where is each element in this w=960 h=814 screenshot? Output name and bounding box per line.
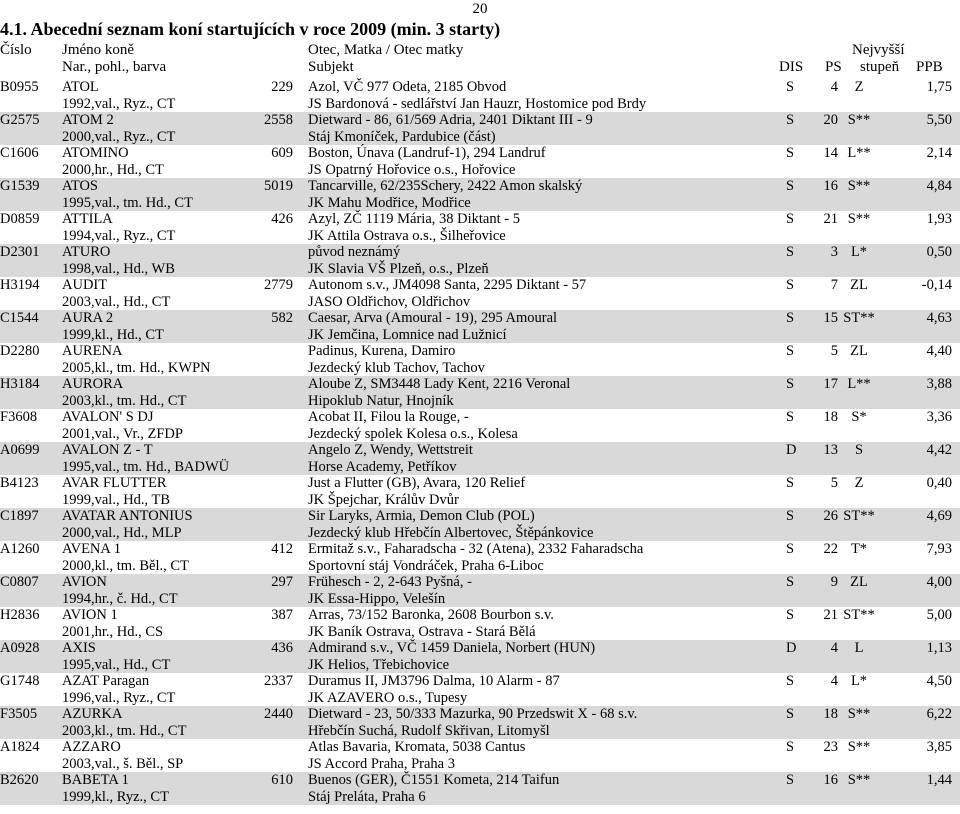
registry-number: 387 — [271, 607, 293, 623]
horse-id: H2836 — [0, 607, 40, 623]
dis-value: S — [786, 310, 795, 326]
max-level: ST** — [843, 508, 875, 524]
pedigree: Padinus, Kurena, Damiro — [308, 343, 456, 359]
horse-id: A0928 — [0, 640, 40, 656]
birth-info: 2000,val., Hd., MLP — [62, 524, 182, 541]
ppb-value: 5,50 — [926, 112, 952, 128]
ps-value: 17 — [823, 376, 838, 392]
table-row — [0, 574, 960, 607]
dis-value: S — [786, 739, 795, 755]
ps-value: 7 — [830, 277, 838, 293]
dis-value: S — [786, 409, 795, 425]
ppb-value: 3,85 — [926, 739, 952, 755]
horse-id: B4123 — [0, 475, 39, 491]
horse-id: C1544 — [0, 310, 39, 326]
table-row — [0, 673, 960, 706]
registry-number: 412 — [271, 541, 293, 557]
ps-value: 5 — [830, 343, 838, 359]
ps-value: 13 — [823, 442, 838, 458]
dis-value: S — [786, 211, 795, 227]
table-row — [0, 145, 960, 178]
horse-id: B0955 — [0, 79, 39, 95]
pedigree: Angelo Z, Wendy, Wettstreit — [308, 442, 473, 458]
ppb-value: 0,40 — [926, 475, 952, 491]
dis-value: S — [786, 574, 795, 590]
horse-id: H3194 — [0, 277, 40, 293]
header-cislo: Číslo — [0, 42, 32, 58]
horse-name: AVALON' S DJ — [62, 409, 154, 425]
pedigree: Just a Flutter (GB), Avara, 120 Relief — [308, 475, 526, 491]
max-level: S** — [847, 772, 871, 788]
max-level: L* — [850, 244, 868, 260]
birth-info: 1992,val., Ryz., CT — [62, 95, 176, 112]
owner-subject: JASO Oldřichov, Oldřichov — [308, 293, 471, 310]
owner-subject: JS Accord Praha, Praha 3 — [308, 755, 455, 772]
pedigree: Atlas Bavaria, Kromata, 5038 Cantus — [308, 739, 526, 755]
ps-value: 4 — [830, 673, 838, 689]
horse-id: C1606 — [0, 145, 39, 161]
horse-id: B2620 — [0, 772, 39, 788]
table-row — [0, 475, 960, 508]
birth-info: 1994,hr., č. Hd., CT — [62, 590, 178, 607]
ppb-value: 1,75 — [926, 79, 952, 95]
horse-name: ATOS — [62, 178, 98, 194]
birth-info: 1999,kl., Ryz., CT — [62, 788, 169, 805]
owner-subject: JK Essa-Hippo, Velešín — [308, 590, 446, 607]
ppb-value: 3,36 — [926, 409, 952, 425]
table-row — [0, 244, 960, 277]
horse-name: ATOM 2 — [62, 112, 114, 128]
ps-value: 16 — [823, 178, 838, 194]
ps-value: 18 — [823, 409, 838, 425]
header-subjekt: Subjekt — [308, 59, 354, 75]
owner-subject: JS Bardonová - sedlářství Jan Hauzr, Hostomice pod Brdy — [308, 95, 647, 112]
birth-info: 2001,hr., Hd., CS — [62, 623, 164, 640]
horse-name: ATTILA — [62, 211, 113, 227]
dis-value: S — [786, 112, 795, 128]
pedigree: Tancarville, 62/235Schery, 2422 Amon skalský — [308, 178, 583, 194]
table-row — [0, 541, 960, 574]
table-row — [0, 310, 960, 343]
table-row — [0, 508, 960, 541]
max-level: ST** — [843, 607, 875, 623]
horse-name: AZZARO — [62, 739, 121, 755]
pedigree: Dietward - 86, 61/569 Adria, 2401 Diktant III - 9 — [308, 112, 593, 128]
birth-info: 2000,hr., Hd., CT — [62, 161, 164, 178]
horse-name: AZAT Paragan — [62, 673, 150, 689]
horse-name: AVENA 1 — [62, 541, 121, 557]
horse-id: H3184 — [0, 376, 40, 392]
dis-value: S — [786, 673, 795, 689]
registry-number: 297 — [271, 574, 293, 590]
ppb-value: 4,69 — [926, 508, 952, 524]
owner-subject: JK Helios, Třebichovice — [308, 656, 450, 673]
pedigree: Dietward - 23, 50/333 Mazurka, 90 Przedswit X - 68 s.v. — [308, 706, 638, 722]
birth-info: 2000,val., Ryz., CT — [62, 128, 176, 145]
max-level: S** — [847, 706, 871, 722]
pedigree: Frühesch - 2, 2-643 Pyšná, - — [308, 574, 472, 590]
dis-value: S — [786, 343, 795, 359]
pedigree: Boston, Únava (Landruf-1), 294 Landruf — [308, 145, 546, 161]
owner-subject: JK Jemčina, Lomnice nad Lužnicí — [308, 326, 507, 343]
owner-subject: Stáj Preláta, Praha 6 — [308, 788, 426, 805]
header-dis: DIS — [779, 59, 804, 75]
table-row — [0, 178, 960, 211]
header-otec: Otec, Matka / Otec matky — [308, 42, 464, 58]
horse-name: AUDIT — [62, 277, 108, 293]
owner-subject: Stáj Kmoníček, Pardubice (část) — [308, 128, 496, 145]
table-row — [0, 409, 960, 442]
max-level: L — [854, 640, 864, 656]
dis-value: S — [786, 541, 795, 557]
max-level: S** — [847, 211, 871, 227]
ppb-value: 4,84 — [926, 178, 952, 194]
dis-value: S — [786, 607, 795, 623]
max-level: S — [854, 442, 864, 458]
header-ps: PS — [825, 59, 842, 75]
dis-value: S — [786, 244, 795, 260]
horse-id: C1897 — [0, 508, 39, 524]
ppb-value: 7,93 — [926, 541, 952, 557]
ps-value: 23 — [823, 739, 838, 755]
horse-name: BABETA 1 — [62, 772, 129, 788]
owner-subject: JK Baník Ostrava, Ostrava - Stará Bělá — [308, 623, 536, 640]
birth-info: 1998,val., Hd., WB — [62, 260, 175, 277]
ppb-value: -0,14 — [921, 277, 952, 293]
owner-subject: JK Attila Ostrava o.s., Šilheřovice — [308, 227, 506, 244]
header-ppb: PPB — [916, 59, 943, 75]
birth-info: 1995,val., Hd., CT — [62, 656, 171, 673]
horse-name: AVION 1 — [62, 607, 118, 623]
horse-id: D0859 — [0, 211, 40, 227]
registry-number: 582 — [271, 310, 293, 326]
table-row — [0, 739, 960, 772]
table-header — [0, 42, 960, 78]
pedigree: Caesar, Arva (Amoural - 19), 295 Amoural — [308, 310, 558, 326]
ppb-value: 3,88 — [926, 376, 952, 392]
horse-name: ATOMINO — [62, 145, 129, 161]
birth-info: 1999,kl., Hd., CT — [62, 326, 164, 343]
ppb-value: 2,14 — [926, 145, 952, 161]
ppb-value: 6,22 — [926, 706, 952, 722]
max-level: T* — [850, 541, 868, 557]
pedigree: Admirand s.v., VČ 1459 Daniela, Norbert (HUN) — [308, 640, 596, 656]
ps-value: 16 — [823, 772, 838, 788]
max-level: L** — [847, 145, 871, 161]
table-row — [0, 607, 960, 640]
max-level: S** — [847, 739, 871, 755]
ps-value: 9 — [830, 574, 838, 590]
max-level: S** — [847, 112, 871, 128]
section-title: 4.1. Abecední seznam koní startujících v roce 2009 (min. 3 starty) — [0, 19, 501, 39]
dis-value: S — [786, 706, 795, 722]
max-level: S* — [851, 409, 867, 425]
ppb-value: 0,50 — [926, 244, 952, 260]
horse-name: AURA 2 — [62, 310, 114, 326]
dis-value: S — [786, 145, 795, 161]
ppb-value: 1,44 — [926, 772, 952, 788]
owner-subject: JK AZAVERO o.s., Tupesy — [308, 689, 468, 706]
birth-info: 2003,kl., tm. Hd., CT — [62, 722, 187, 739]
ps-value: 18 — [823, 706, 838, 722]
registry-number: 2779 — [264, 277, 293, 293]
table-row — [0, 376, 960, 409]
birth-info: 2000,kl., tm. Běl., CT — [62, 557, 189, 574]
pedigree: Azyl, ZČ 1119 Mária, 38 Diktant - 5 — [308, 211, 520, 227]
table-row — [0, 640, 960, 673]
max-level: Z — [854, 79, 864, 95]
registry-number: 436 — [271, 640, 293, 656]
horse-id: G2575 — [0, 112, 40, 128]
dis-value: S — [786, 79, 795, 95]
birth-info: 2005,kl., tm. Hd., KWPN — [62, 359, 211, 376]
dis-value: S — [786, 772, 795, 788]
ps-value: 22 — [823, 541, 838, 557]
dis-value: S — [786, 376, 795, 392]
ps-value: 15 — [823, 310, 838, 326]
pedigree: Autonom s.v., JM4098 Santa, 2295 Diktant - 57 — [308, 277, 587, 293]
pedigree: Sir Laryks, Armia, Demon Club (POL) — [308, 508, 535, 524]
birth-info: 2003,val., Hd., CT — [62, 293, 171, 310]
ppb-value: 5,00 — [926, 607, 952, 623]
horse-name: AVAR FLUTTER — [62, 475, 167, 491]
birth-info: 1995,val., tm. Hd., BADWÜ — [62, 458, 230, 475]
horse-id: G1748 — [0, 673, 40, 689]
pedigree: Arras, 73/152 Baronka, 2608 Bourbon s.v. — [308, 607, 554, 623]
header-stupen: stupeň — [860, 59, 900, 75]
birth-info: 2003,val., š. Běl., SP — [62, 755, 184, 772]
max-level: ZL — [850, 343, 868, 359]
dis-value: S — [786, 178, 795, 194]
registry-number: 2440 — [264, 706, 293, 722]
owner-subject: Hřebčín Suchá, Rudolf Skřivan, Litomyšl — [308, 722, 550, 739]
ppb-value: 1,93 — [926, 211, 952, 227]
max-level: S** — [847, 178, 871, 194]
owner-subject: JK Slavia VŠ Plzeň, o.s., Plzeň — [308, 260, 489, 277]
registry-number: 2337 — [264, 673, 293, 689]
pedigree: Duramus II, JM3796 Dalma, 10 Alarm - 87 — [308, 673, 560, 689]
horse-name: AVATAR ANTONIUS — [62, 508, 193, 524]
header-jmeno: Jméno koně — [62, 42, 135, 58]
horse-name: ATURO — [62, 244, 111, 260]
birth-info: 1996,val., Ryz., CT — [62, 689, 176, 706]
dis-value: D — [786, 442, 797, 458]
ppb-value: 4,63 — [926, 310, 952, 326]
horse-id: G1539 — [0, 178, 40, 194]
pedigree: Acobat II, Filou la Rouge, - — [308, 409, 469, 425]
page-number: 20 — [472, 1, 488, 17]
registry-number: 609 — [271, 145, 293, 161]
registry-number: 5019 — [264, 178, 293, 194]
header-nar: Nar., pohl., barva — [62, 59, 167, 75]
ps-value: 5 — [830, 475, 838, 491]
registry-number: 426 — [271, 211, 293, 227]
birth-info: 2003,kl., tm. Hd., CT — [62, 392, 187, 409]
registry-number: 610 — [271, 772, 293, 788]
max-level: ST** — [843, 310, 875, 326]
horse-id: A0699 — [0, 442, 40, 458]
owner-subject: Jezdecký klub Hřebčín Albertovec, Štěpánkovice — [308, 524, 594, 541]
table-row — [0, 79, 960, 112]
owner-subject: Hipoklub Natur, Hnojník — [308, 392, 454, 409]
owner-subject: Jezdecký spolek Kolesa o.s., Kolesa — [308, 425, 518, 442]
horse-name: AURORA — [62, 376, 124, 392]
horse-id: D2301 — [0, 244, 40, 260]
owner-subject: Horse Academy, Petříkov — [308, 458, 457, 475]
ps-value: 14 — [823, 145, 838, 161]
ppb-value: 4,00 — [926, 574, 952, 590]
table-row — [0, 277, 960, 310]
max-level: L* — [850, 673, 868, 689]
horse-name: AURENA — [62, 343, 123, 359]
ps-value: 3 — [830, 244, 838, 260]
table-row — [0, 442, 960, 475]
ps-value: 21 — [823, 211, 838, 227]
pedigree: Azol, VČ 977 Odeta, 2185 Obvod — [308, 79, 507, 95]
horse-name: AXIS — [62, 640, 96, 656]
ps-value: 20 — [823, 112, 838, 128]
max-level: ZL — [850, 574, 868, 590]
max-level: Z — [854, 475, 864, 491]
horse-name: AVION — [62, 574, 107, 590]
horse-table — [0, 79, 960, 805]
horse-name: AVALON Z - T — [62, 442, 153, 458]
ps-value: 21 — [823, 607, 838, 623]
dis-value: S — [786, 277, 795, 293]
registry-number: 229 — [271, 79, 293, 95]
ps-value: 4 — [830, 640, 838, 656]
max-level: ZL — [850, 277, 868, 293]
birth-info: 1999,val., Hd., TB — [62, 491, 171, 508]
dis-value: S — [786, 475, 795, 491]
registry-number: 2558 — [264, 112, 293, 128]
table-row — [0, 112, 960, 145]
horse-id: D2280 — [0, 343, 40, 359]
table-row — [0, 706, 960, 739]
ps-value: 26 — [823, 508, 838, 524]
horse-id: A1824 — [0, 739, 40, 755]
owner-subject: JK Špejchar, Králův Dvůr — [308, 491, 459, 508]
table-row — [0, 211, 960, 244]
header-nejvyssi: Nejvyšší — [852, 42, 905, 58]
pedigree: původ neznámý — [308, 244, 401, 260]
owner-subject: JK Mahu Modřice, Modřice — [308, 194, 471, 211]
pedigree: Ermitaž s.v., Faharadscha - 32 (Atena), 2332 Faharadscha — [308, 541, 644, 557]
horse-id: F3608 — [0, 409, 38, 425]
table-row — [0, 343, 960, 376]
max-level: L** — [847, 376, 871, 392]
ps-value: 4 — [830, 79, 838, 95]
horse-name: AZURKA — [62, 706, 123, 722]
owner-subject: Sportovní stáj Vondráček, Praha 6-Liboc — [308, 557, 544, 574]
birth-info: 2001,val., Vr., ZFDP — [62, 425, 183, 442]
pedigree: Aloube Z, SM3448 Lady Kent, 2216 Veronal — [308, 376, 571, 392]
owner-subject: JS Opatrný Hořovice o.s., Hořovice — [308, 161, 516, 178]
birth-info: 1995,val., tm. Hd., CT — [62, 194, 193, 211]
ppb-value: 4,40 — [926, 343, 952, 359]
dis-value: S — [786, 508, 795, 524]
owner-subject: Jezdecký klub Tachov, Tachov — [308, 359, 485, 376]
horse-id: A1260 — [0, 541, 40, 557]
pedigree: Buenos (GER), Č1551 Kometa, 214 Taifun — [308, 772, 560, 788]
table-row — [0, 772, 960, 805]
ppb-value: 4,42 — [926, 442, 952, 458]
ppb-value: 4,50 — [926, 673, 952, 689]
horse-id: F3505 — [0, 706, 38, 722]
ppb-value: 1,13 — [926, 640, 952, 656]
dis-value: D — [786, 640, 797, 656]
horse-name: ATOL — [62, 79, 99, 95]
birth-info: 1994,val., Ryz., CT — [62, 227, 176, 244]
horse-id: C0807 — [0, 574, 39, 590]
